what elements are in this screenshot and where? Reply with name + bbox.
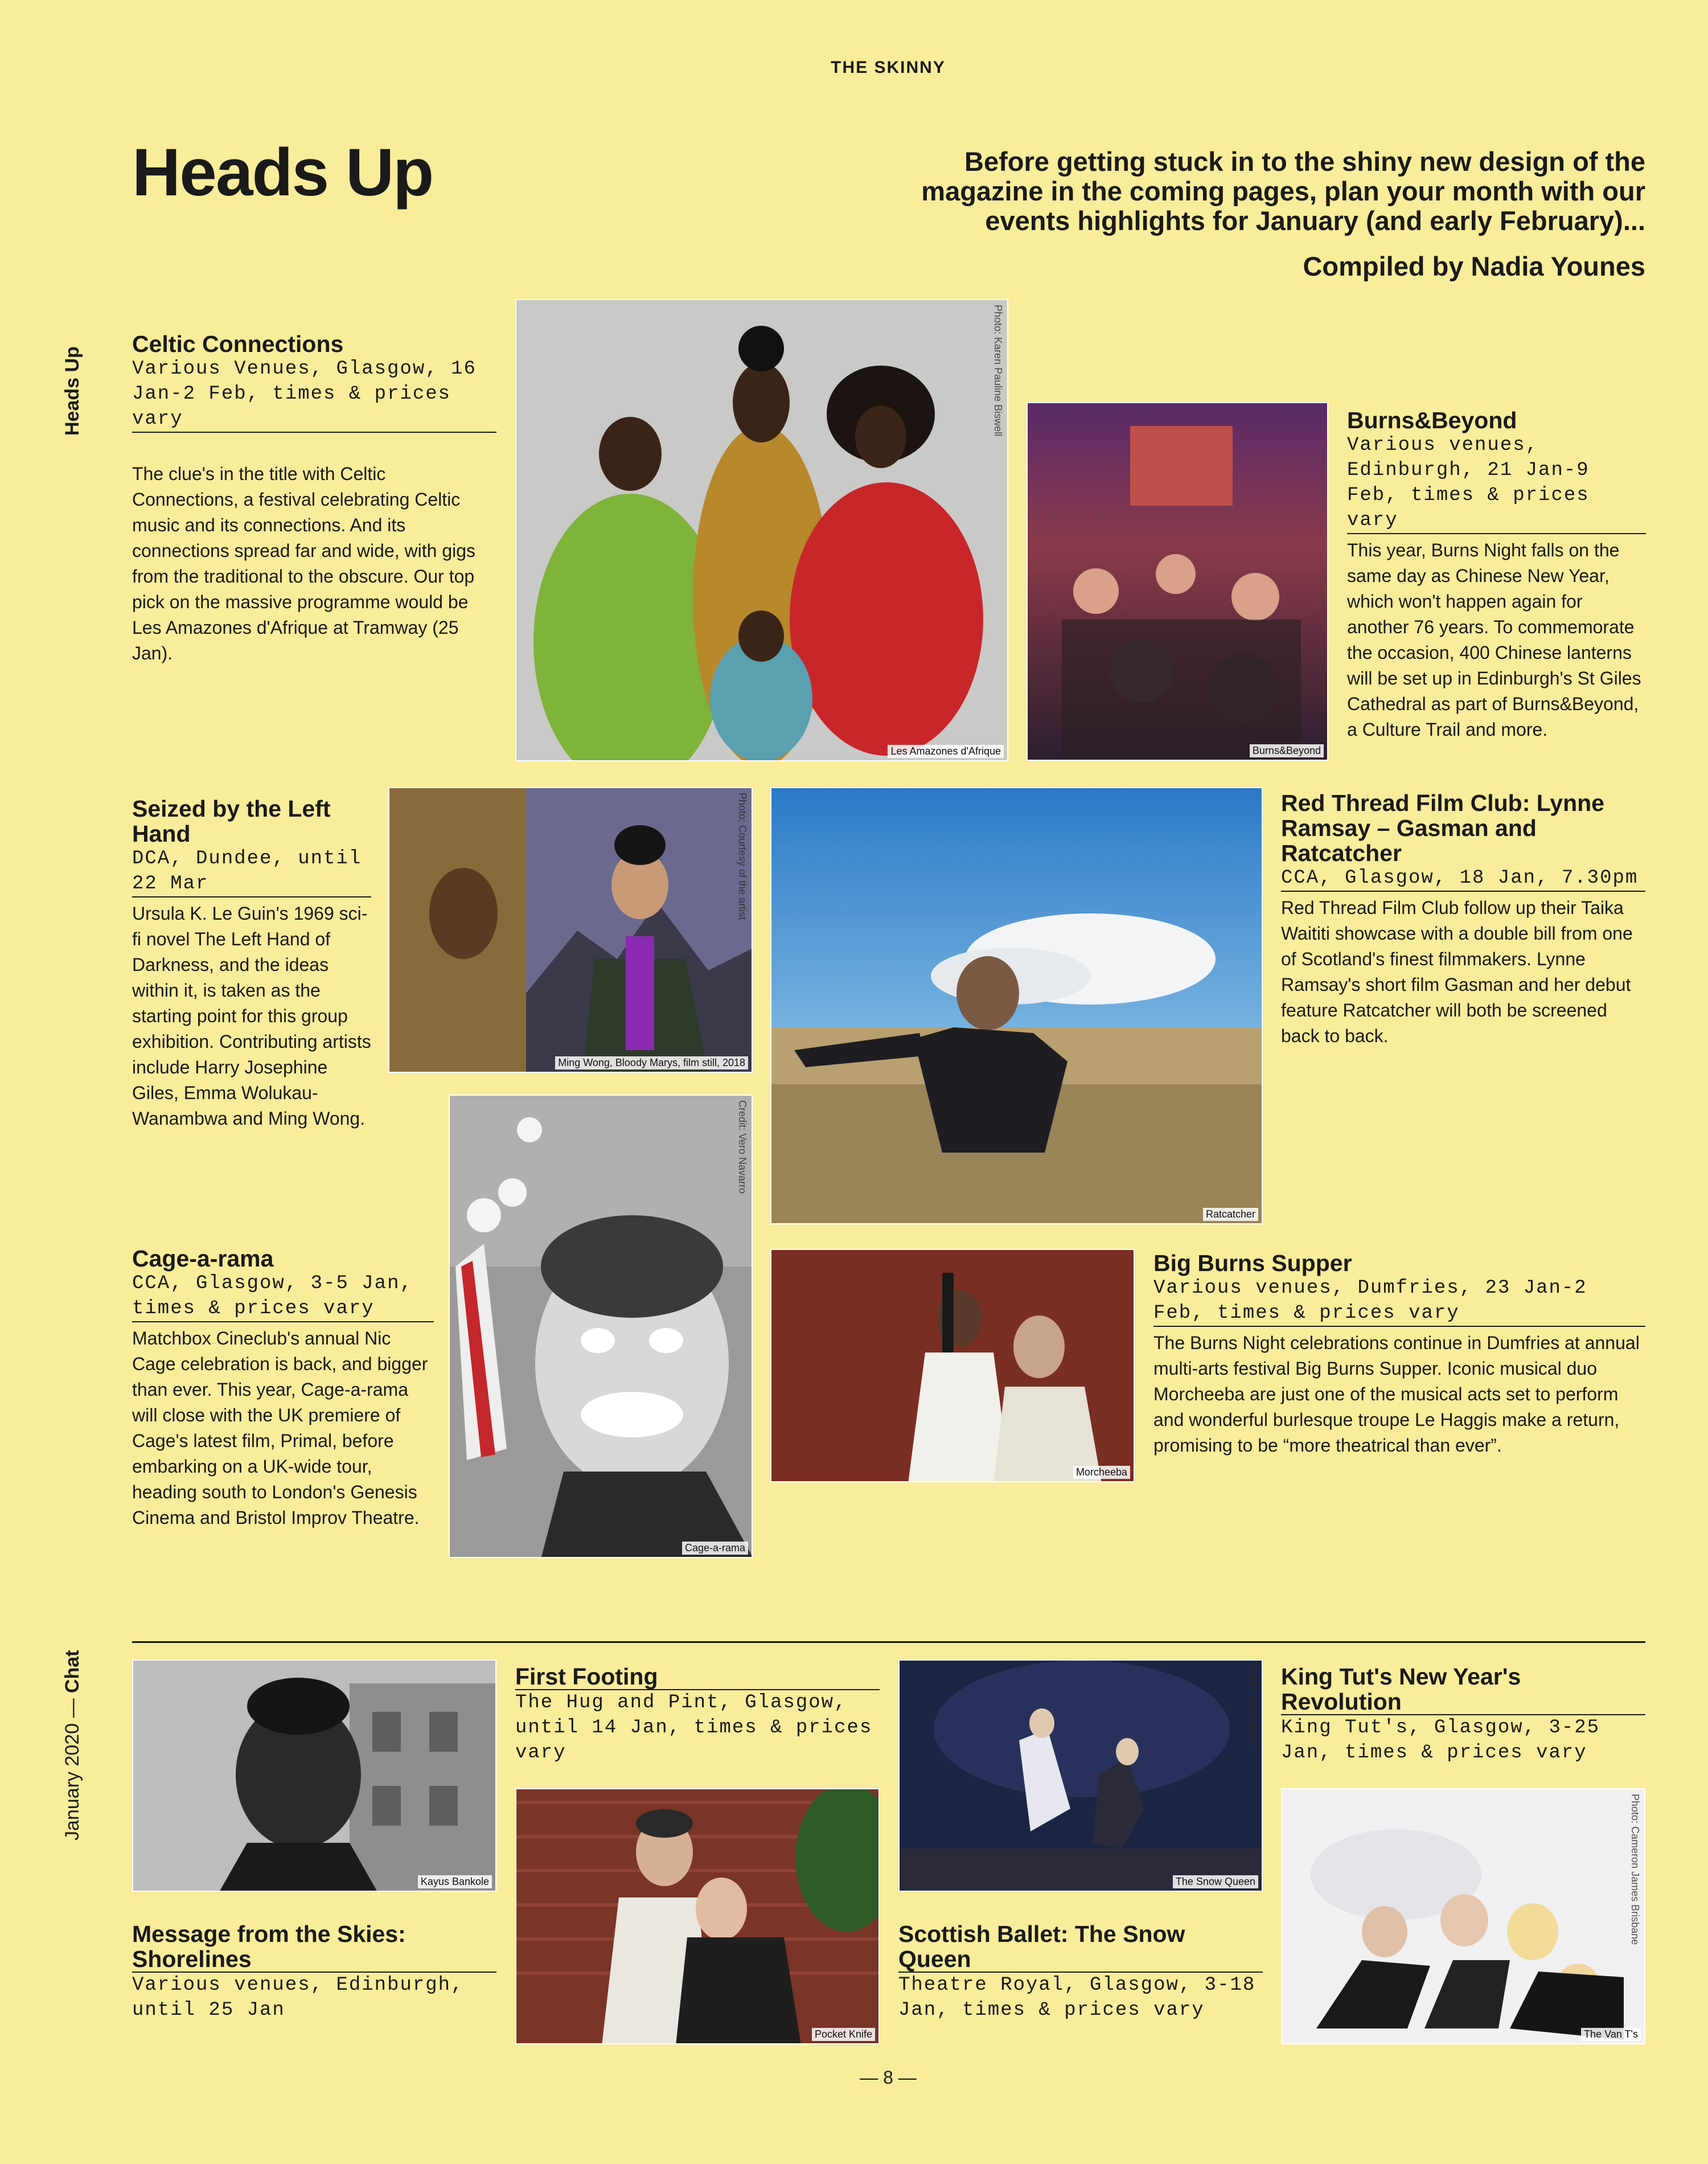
photo-caption: Cage-a-rama [682,1542,748,1555]
event-celtic-connections [132,331,496,666]
photo-caption: Pocket Knife [812,2028,875,2041]
photo-caption: Burns&Beyond [1250,744,1324,757]
photo-credit: Photo: Andy Ross [1247,1665,1258,1747]
event-seized-by-the-left-hand [132,796,371,1132]
event-meta: CCA, Glasgow, 18 Jan, 7.30pm [1281,866,1645,892]
event-snow-queen [898,1921,1263,2023]
event-meta: Theatre Royal, Glasgow, 3-18 Jan, times & prices vary [898,1974,1256,2021]
event-title: Message from the Skies: Shorelines [132,1921,496,1973]
page-number: — 8 — [860,2067,917,2088]
event-first-footing [515,1664,880,1765]
event-title: First Footing [515,1664,880,1690]
photo-caption: Kayus Bankole [418,1875,492,1888]
event-meta: The Hug and Pint, Glasgow, until 14 Jan, times & prices vary [515,1692,873,1764]
photo-credit: Photo: Karen Pauline Biswell [992,305,1004,437]
side-date-label: January 2020 — Chat [61,1650,83,1841]
event-title: King Tut's New Year's Revolution [1281,1664,1645,1715]
side-section-label: Heads Up [61,346,83,436]
photo-pocket-knife [515,1788,880,2044]
event-meta: CCA, Glasgow, 3-5 Jan, times & prices vary [132,1271,434,1322]
photo-ming-wong [388,787,753,1073]
photo-kayus-bankole [132,1659,496,1892]
photo-ratcatcher [770,787,1263,1224]
photo-caption: Ming Wong, Bloody Marys, film still, 2018 [555,1056,748,1069]
event-body: The Burns Night celebrations continue in Dumfries at annual multi-arts festival Big Burns Supper. Iconic musical duo Morcheeba are just one of the musical acts set to perform and wonderful burlesque troupe Le Haggis make a return, promising to be “more theatrical than ever”. [1153,1333,1640,1456]
event-meta: Various venues, Edinburgh, 21 Jan-9 Feb, times & prices vary [1347,433,1646,534]
page-title: Heads Up [132,135,433,210]
event-body: Ursula K. Le Guin's 1969 sci-fi novel The Left Hand of Darkness, and the ideas within it, is taken as the starting point for this group exhibition. Contributing artists include Harry Josephine Giles, Emma Wolukau-Wanambwa and Ming Wong. [132,903,371,1129]
intro-text: Before getting stuck in to the shiny new design of the magazine in the coming pages, plan your month with our events highlights for January (and early February)... [921,146,1645,236]
event-meta: DCA, Dundee, until 22 Mar [132,846,371,897]
event-title: Scottish Ballet: The Snow Queen [898,1921,1263,1973]
photo-caption: The Van T's [1581,2028,1641,2041]
photo-caption: Ratcatcher [1203,1208,1258,1221]
event-meta: Various venues, Edinburgh, until 25 Jan [132,1974,464,2021]
photo-morcheeba [770,1249,1135,1482]
event-title: Big Burns Supper [1153,1250,1352,1276]
photo-caption: Morcheeba [1073,1466,1130,1479]
event-meta: Various venues, Dumfries, 23 Jan-2 Feb, times & prices vary [1153,1276,1645,1327]
event-big-burns-supper [1153,1251,1645,1458]
photo-credit: Photo: Courtesy of the artist [737,793,748,920]
event-body: The clue's in the title with Celtic Connections, a festival celebrating Celtic music and its connections. And its connections spread far and wide, with gigs from the traditional to the obscure. Our top pick on the massive programme would be Les Amazones d'Afrique at Tramway (25 Jan). [132,464,476,663]
event-king-tuts [1281,1664,1645,1765]
event-body: Matchbox Cineclub's annual Nic Cage celebration is back, and bigger than ever. This year, Cage-a-rama will close with the UK premiere of Cage's latest film, Primal, before embarking on a UK-wide tour, heading south to London's Genesis Cinema and Bristol Improv Theatre. [132,1328,428,1528]
event-meta: King Tut's, Glasgow, 3-25 Jan, times & prices vary [1281,1717,1600,1764]
photo-caption: Les Amazones d'Afrique [888,745,1004,758]
photo-cage-a-rama [449,1095,753,1558]
section-divider [132,1641,1645,1643]
event-title: Red Thread Film Club: Lynne Ramsay – Gasman and Ratcatcher [1281,790,1604,866]
photo-caption: The Snow Queen [1173,1875,1258,1888]
event-meta: Various Venues, Glasgow, 16 Jan-2 Feb, times & prices vary [132,356,496,433]
byline: Compiled by Nadia Younes [1303,251,1645,281]
photo-les-amazones [515,299,1008,761]
event-title: Celtic Connections [132,331,344,357]
photo-credit: Credit: Vero Navarro [737,1100,748,1194]
event-burns-beyond [1347,408,1646,743]
event-title: Cage-a-rama [132,1245,274,1272]
masthead: THE SKINNY [831,58,946,77]
event-message-from-the-skies [132,1921,496,2023]
event-cage-a-rama [132,1246,434,1531]
event-body: Red Thread Film Club follow up their Taika Waititi showcase with a double bill from one of Scotland's finest filmmakers. Lynne Ramsay's short film Gasman and her debut feature Ratcatcher will both be screened back to back. [1281,897,1633,1046]
photo-van-ts [1281,1788,1645,2044]
event-red-thread-film-club [1281,790,1645,1049]
event-title: Seized by the Left Hand [132,796,331,847]
event-title: Burns&Beyond [1347,407,1517,433]
photo-snow-queen [898,1659,1263,1892]
photo-credit: Photo: Cameron James Brisbane [1629,1794,1641,1945]
event-body: This year, Burns Night falls on the same day as Chinese New Year, which won't happen again for another 76 years. To commemorate the occasion, 400 Chinese lanterns will be set up in Edinburgh's St Giles Cathedral as part of Burns&Beyond, a Culture Trail and more. [1347,540,1641,740]
photo-burns-beyond [1027,402,1328,761]
